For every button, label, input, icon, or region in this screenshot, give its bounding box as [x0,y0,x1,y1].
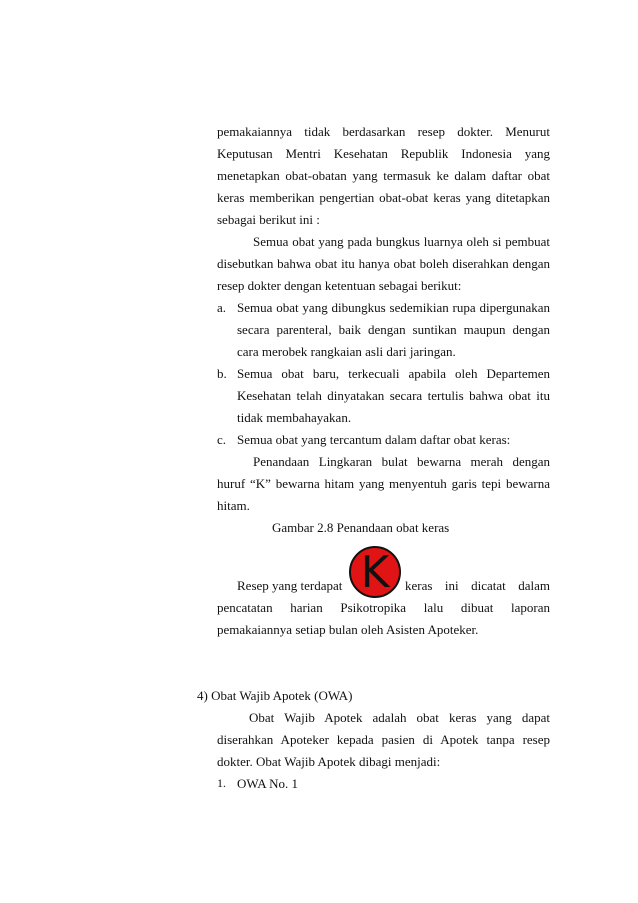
figure-caption: Gambar 2.8 Penandaan obat keras [272,520,450,535]
paragraph-4-line-3: pemakaiannya setiap bulan oleh Asisten Apoteker. [217,622,479,637]
paragraph-1-line-5: sebagai berikut ini : [217,212,320,227]
paragraph-1-line-4: keras memberikan pengertian obat-obat keras yang ditetapkan [217,190,550,205]
list-b-line-3: tidak membahayakan. [237,410,352,425]
list-a-line-2: secara parenteral, baik dengan suntikan maupun dengan [237,322,550,337]
list-marker-c: c. [217,432,227,447]
paragraph-4-line-1-end: keras ini dicatat dalam [405,578,550,593]
list-marker-b: b. [217,366,227,381]
section-4-line-3: dokter. Obat Wajib Apotek dibagi menjadi: [217,754,441,769]
paragraph-4-line-1-start: Resep yang terdapat [237,578,343,593]
paragraph-3-line-2: huruf “K” bewarna hitam yang menyentuh garis tepi bewarna [217,476,550,491]
list-b-line-2: Kesehatan telah dinyatakan secara tertulis bahwa obat itu [237,388,550,403]
obat-keras-k-mark-icon [349,546,401,598]
list-a-line-3: cara merobek rangkaian asli dari jaringan. [237,344,456,359]
paragraph-1-line-2: Keputusan Mentri Kesehatan Republik Indonesia yang [217,146,550,161]
list-marker-a: a. [217,300,227,315]
paragraph-3-line-1: Penandaan Lingkaran bulat bewarna merah dengan [253,454,550,469]
section-4-line-2: diserahkan Apoteker kepada pasien di Apotek tanpa resep [217,732,550,747]
paragraph-4-line-2: pencatatan harian Psikotropika lalu dibuat laporan [217,600,550,615]
list-a-line-1: Semua obat yang dibungkus sedemikian rupa dipergunakan [237,300,550,315]
paragraph-2-line-3: resep dokter dengan ketentuan sebagai berikut: [217,278,462,293]
sub-item-owa-no-1: OWA No. 1 [237,776,299,791]
section-4-line-1: Obat Wajib Apotek adalah obat keras yang dapat [249,710,550,725]
paragraph-2-line-1: Semua obat yang pada bungkus luarnya oleh si pembuat [253,234,550,249]
paragraph-3-line-3: hitam. [217,498,250,513]
paragraph-1-line-3: menetapkan obat-obatan yang termasuk ke dalam daftar obat [217,168,550,183]
section-4-heading: 4) Obat Wajib Apotek (OWA) [197,688,353,703]
paragraph-2-line-2: disebutkan bahwa obat itu hanya obat boleh diserahkan dengan [217,256,550,271]
list-c-line-1: Semua obat yang tercantum dalam daftar obat keras: [237,432,511,447]
list-b-line-1: Semua obat baru, terkecuali apabila oleh Departemen [237,366,550,381]
sub-item-marker-1: 1. [217,776,226,790]
paragraph-1-line-1: pemakaiannya tidak berdasarkan resep dokter. Menurut [217,124,550,139]
k-letter: K [360,547,390,598]
